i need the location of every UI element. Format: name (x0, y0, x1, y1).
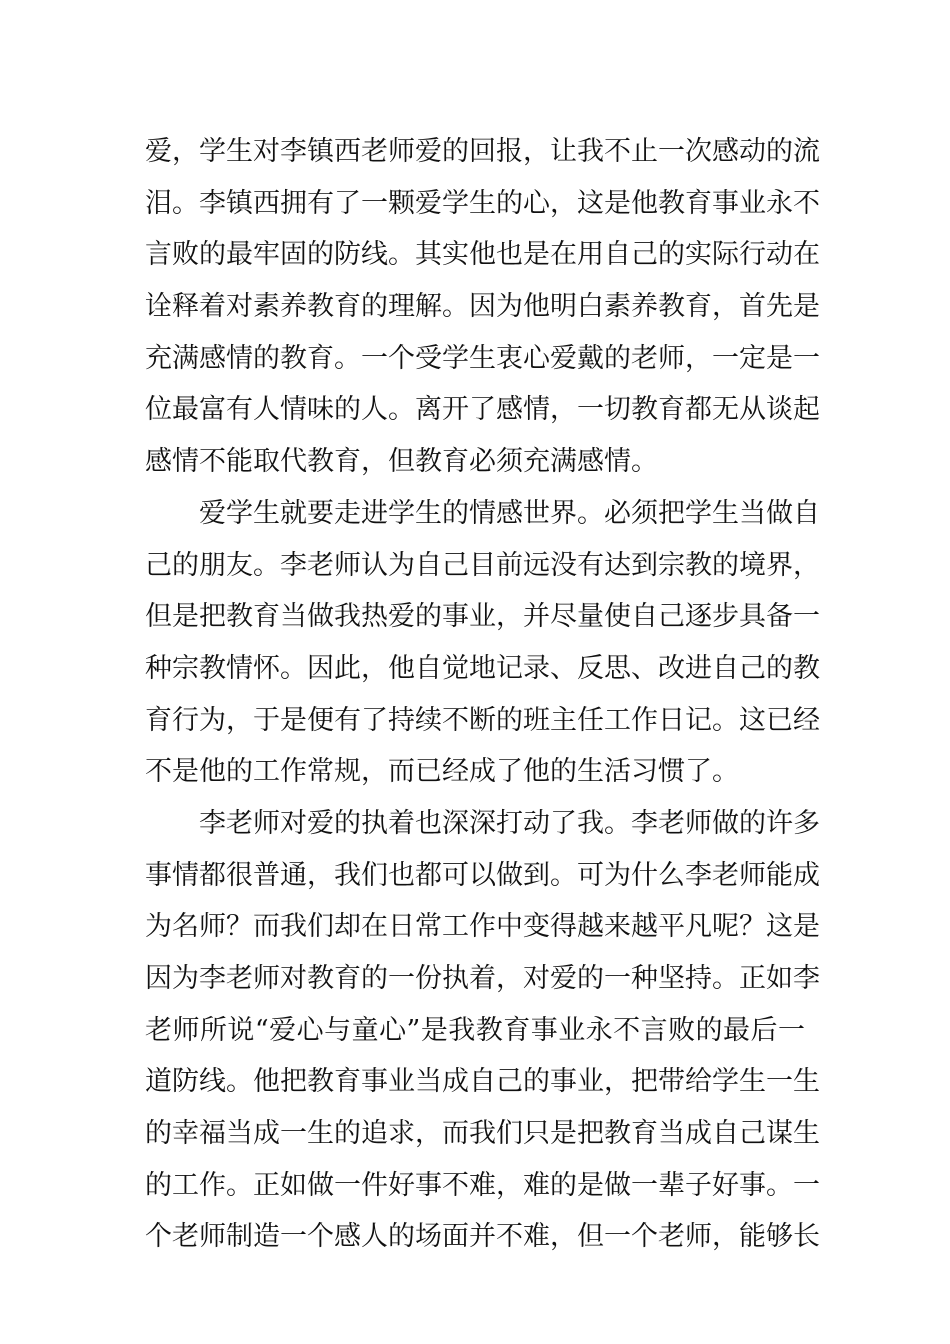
text-line: 道防线。他把教育事业当成自己的事业，把带给学生一生 (145, 1066, 820, 1098)
text-line: 爱，学生对李镇西老师爱的回报，让我不止一次感动的流 (145, 136, 820, 167)
text-line: 己的朋友。李老师认为自己目前远没有达到宗教的境界， (145, 549, 820, 581)
text-line: 言败的最牢固的防线。其实他也是在用自己的实际行动在 (145, 239, 820, 271)
text-line: 为名师？而我们却在日常工作中变得越来越平凡呢？这是 (145, 911, 820, 943)
text-line: 爱学生就要走进学生的情感世界。必须把学生当做自 (199, 497, 820, 529)
text-line: 位最富有人情味的人。离开了感情，一切教育都无从谈起 (145, 394, 820, 426)
text-line: 充满感情的教育。一个受学生衷心爱戴的老师，一定是一 (145, 342, 820, 374)
text-line: 的幸福当成一生的追求，而我们只是把教育当成自己谋生 (145, 1118, 820, 1150)
text-line: 的工作。正如做一件好事不难，难的是做一辈子好事。一 (145, 1169, 820, 1201)
document-body (145, 126, 820, 1263)
paragraph (145, 798, 820, 1263)
text-line: 感情不能取代教育，但教育必须充满感情。 (145, 446, 658, 478)
text-line: 不是他的工作常规，而已经成了他的生活习惯了。 (145, 756, 739, 788)
paragraph (145, 126, 820, 488)
text-line: 老师所说“爱心与童心”是我教育事业永不言败的最后一 (145, 1014, 805, 1046)
text-line: 个老师制造一个感人的场面并不难，但一个老师，能够长 (145, 1221, 820, 1253)
text-line: 种宗教情怀。因此，他自觉地记录、反思、改进自己的教 (145, 652, 820, 684)
text-line: 因为李老师对教育的一份执着，对爱的一种坚持。正如李 (145, 963, 820, 994)
text-line: 但是把教育当做我热爱的事业，并尽量使自己逐步具备一 (145, 601, 820, 633)
text-line: 泪。李镇西拥有了一颗爱学生的心，这是他教育事业永不 (145, 187, 820, 219)
text-line: 李老师对爱的执着也深深打动了我。李老师做的许多 (199, 807, 820, 839)
text-line: 育行为，于是便有了持续不断的班主任工作日记。这已经 (145, 704, 820, 736)
text-line: 事情都很普通，我们也都可以做到。可为什么李老师能成 (145, 859, 820, 891)
paragraph (145, 488, 820, 798)
text-line: 诠释着对素养教育的理解。因为他明白素养教育，首先是 (145, 291, 820, 323)
